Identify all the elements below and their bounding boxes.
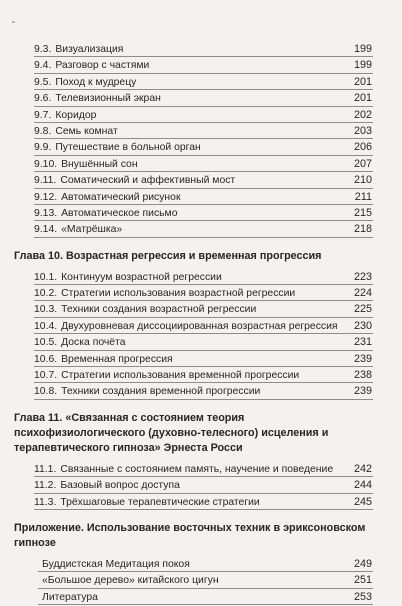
entry-page-number: 210 <box>353 174 372 187</box>
entry-number: 10.8. <box>34 386 58 398</box>
toc-entry[interactable] <box>14 352 386 368</box>
entry-page-number: 203 <box>353 124 372 137</box>
entry-title: Визуализация <box>55 44 124 55</box>
entry-underline <box>34 106 373 107</box>
entry-underline <box>34 476 373 477</box>
entry-underline <box>34 204 373 205</box>
entry-number: 10.7. <box>34 370 58 382</box>
entry-page-number: 215 <box>353 206 372 219</box>
toc-entry[interactable] <box>14 335 386 351</box>
toc-entry[interactable] <box>14 222 386 238</box>
entry-number: 9.7. <box>34 109 52 121</box>
entry-page-number: 253 <box>353 590 372 603</box>
entry-number: 11.3. <box>34 496 57 508</box>
entry-underline <box>34 366 373 367</box>
toc-entry[interactable] <box>14 319 386 335</box>
toc-entry[interactable] <box>14 75 386 91</box>
entry-page-number: 251 <box>353 574 372 587</box>
entry-page-number: 211 <box>354 190 372 203</box>
entry-underline <box>38 604 373 605</box>
toc-section <box>14 521 386 606</box>
entry-number: 9.3. <box>34 44 52 55</box>
entry-page-number: 245 <box>353 495 372 508</box>
toc-entry[interactable] <box>14 495 386 511</box>
entry-title: Литература <box>42 591 98 603</box>
entry-title: Техники создания возрастной регрессии <box>61 304 257 316</box>
entry-title: Семь комнат <box>55 125 118 137</box>
entry-number: 10.4. <box>34 320 58 332</box>
entry-number: 10.6. <box>34 353 58 365</box>
entry-underline <box>34 284 373 285</box>
entry-underline <box>34 188 373 189</box>
toc-entry[interactable] <box>14 286 386 302</box>
entry-page-number: 206 <box>353 141 372 154</box>
entry-title: Стратегии использования временной прогрессии <box>61 370 300 382</box>
entry-underline <box>34 138 373 139</box>
entry-title: Временная прогрессия <box>61 353 173 365</box>
entry-page-number: 239 <box>353 352 372 365</box>
toc-entry[interactable] <box>14 42 386 58</box>
entry-page-number: 201 <box>353 92 372 105</box>
entry-page-number: 223 <box>353 270 372 283</box>
toc-section <box>14 42 386 239</box>
toc-entry[interactable] <box>14 590 386 606</box>
entry-number: 10.3. <box>34 304 58 316</box>
entry-number: 10.2. <box>34 288 58 300</box>
toc-entry[interactable] <box>14 206 386 222</box>
toc-entry[interactable] <box>14 462 386 478</box>
entry-page-number: 238 <box>353 369 372 382</box>
toc-entry[interactable] <box>14 108 386 124</box>
entry-underline <box>34 333 373 334</box>
chapter-heading: Глава 10. Возрастная регрессия и временная прогрессия <box>14 249 322 262</box>
entry-number: 11.2. <box>34 480 57 492</box>
entry-page-number: 202 <box>353 108 372 121</box>
entry-title: Разговор с частями <box>55 60 150 72</box>
entry-title: Доска почёта <box>61 337 126 349</box>
entry-title: Автоматическое письмо <box>61 207 178 219</box>
entry-underline <box>34 382 373 383</box>
entry-underline <box>34 317 373 318</box>
toc-entry[interactable] <box>14 384 386 400</box>
entry-page-number: 242 <box>353 462 372 475</box>
entry-title: Коридор <box>55 109 97 121</box>
entry-title: Континуум возрастной регрессии <box>61 271 222 283</box>
toc-entry[interactable] <box>14 157 386 173</box>
entry-number: 9.10. <box>34 158 58 170</box>
table-of-contents <box>14 42 386 606</box>
entry-page-number: 201 <box>353 75 372 88</box>
entry-page-number: 199 <box>353 43 372 55</box>
entry-title: Трёхшаговые терапевтические стратегии <box>60 496 260 508</box>
toc-entry[interactable] <box>14 124 386 140</box>
toc-entry[interactable] <box>14 368 386 384</box>
entry-underline <box>34 56 373 57</box>
toc-entry[interactable] <box>14 270 386 286</box>
entry-title: Двухуровневая диссоциированная возрастная регрессия <box>61 320 338 332</box>
entry-title: «Большое дерево» китайского цигун <box>42 575 219 587</box>
entry-underline <box>34 350 373 351</box>
entry-underline <box>34 220 373 221</box>
entry-underline <box>34 73 373 74</box>
entry-page-number: 231 <box>353 336 372 349</box>
entry-number: 9.6. <box>34 93 52 105</box>
entry-underline <box>34 122 373 123</box>
toc-entry[interactable] <box>14 173 386 189</box>
entry-underline <box>38 571 373 572</box>
entry-title: Базовый вопрос доступа <box>60 480 180 492</box>
entry-number: 9.13. <box>34 207 58 219</box>
entry-underline <box>38 588 373 589</box>
entry-underline <box>34 89 373 90</box>
entry-number: 9.12. <box>34 191 58 203</box>
entry-title: Поход к мудрецу <box>55 76 137 88</box>
entry-page-number: 244 <box>353 479 372 492</box>
entry-underline <box>34 493 373 494</box>
entry-page-number: 239 <box>353 385 372 398</box>
toc-section <box>14 411 386 511</box>
toc-entry[interactable] <box>14 190 386 206</box>
chapter-heading: Глава 11. «Связанная с состоянием теория психофизиологического (духовно-телесного) исцеления и терапевтического гипноза» Эрнеста Росси <box>14 411 329 454</box>
entry-number: 9.8. <box>34 125 52 137</box>
toc-entry[interactable] <box>14 58 386 74</box>
entry-title: Техники создания временной прогрессии <box>61 386 261 398</box>
entry-page-number: 207 <box>353 157 372 170</box>
entry-page-number: 230 <box>353 319 372 332</box>
entry-number: 10.5. <box>34 337 58 349</box>
entry-underline <box>34 300 373 301</box>
entry-title: «Матрёшка» <box>61 224 123 236</box>
entry-page-number: 225 <box>353 303 372 316</box>
entry-underline <box>34 237 373 238</box>
entry-underline <box>34 171 373 172</box>
toc-section <box>14 249 386 401</box>
entry-underline <box>34 399 373 400</box>
toc-entry[interactable] <box>14 478 386 494</box>
entry-title: Путешествие в больной орган <box>55 142 201 154</box>
toc-entry[interactable] <box>14 302 386 318</box>
entry-number: 11.1. <box>34 463 57 475</box>
toc-entry[interactable] <box>14 573 386 589</box>
entry-title: Соматический и аффективный мост <box>60 175 236 187</box>
entry-page-number: 218 <box>353 223 372 236</box>
chapter-heading: Приложение. Использование восточных техник в эриксоновском гипнозе <box>14 521 366 549</box>
entry-number: 9.5. <box>34 76 52 88</box>
toc-entry[interactable] <box>14 140 386 156</box>
entry-page-number: 224 <box>353 287 372 300</box>
entry-title: Стратегии использования возрастной регрессии <box>61 288 296 300</box>
entry-title: Буддистская Медитация покоя <box>42 558 190 570</box>
entry-page-number: 249 <box>353 557 372 570</box>
entry-number: 9.11. <box>34 175 57 187</box>
entry-number: 9.4. <box>34 60 52 72</box>
entry-title: Внушённый сон <box>61 158 138 170</box>
entry-page-number: 199 <box>353 59 372 72</box>
entry-title: Телевизионный экран <box>55 93 161 105</box>
entry-underline <box>34 509 373 510</box>
entry-underline <box>34 155 373 156</box>
toc-entry[interactable] <box>14 91 386 107</box>
entry-title: Связанные с состоянием память, научение и поведение <box>60 463 334 475</box>
entry-number: 9.14. <box>34 224 58 236</box>
toc-entry[interactable] <box>14 557 386 573</box>
entry-number: 10.1. <box>34 271 58 283</box>
entry-title: Автоматический рисунок <box>61 191 181 203</box>
corner-mark: ˜ <box>12 20 15 30</box>
entry-number: 9.9. <box>34 142 52 154</box>
